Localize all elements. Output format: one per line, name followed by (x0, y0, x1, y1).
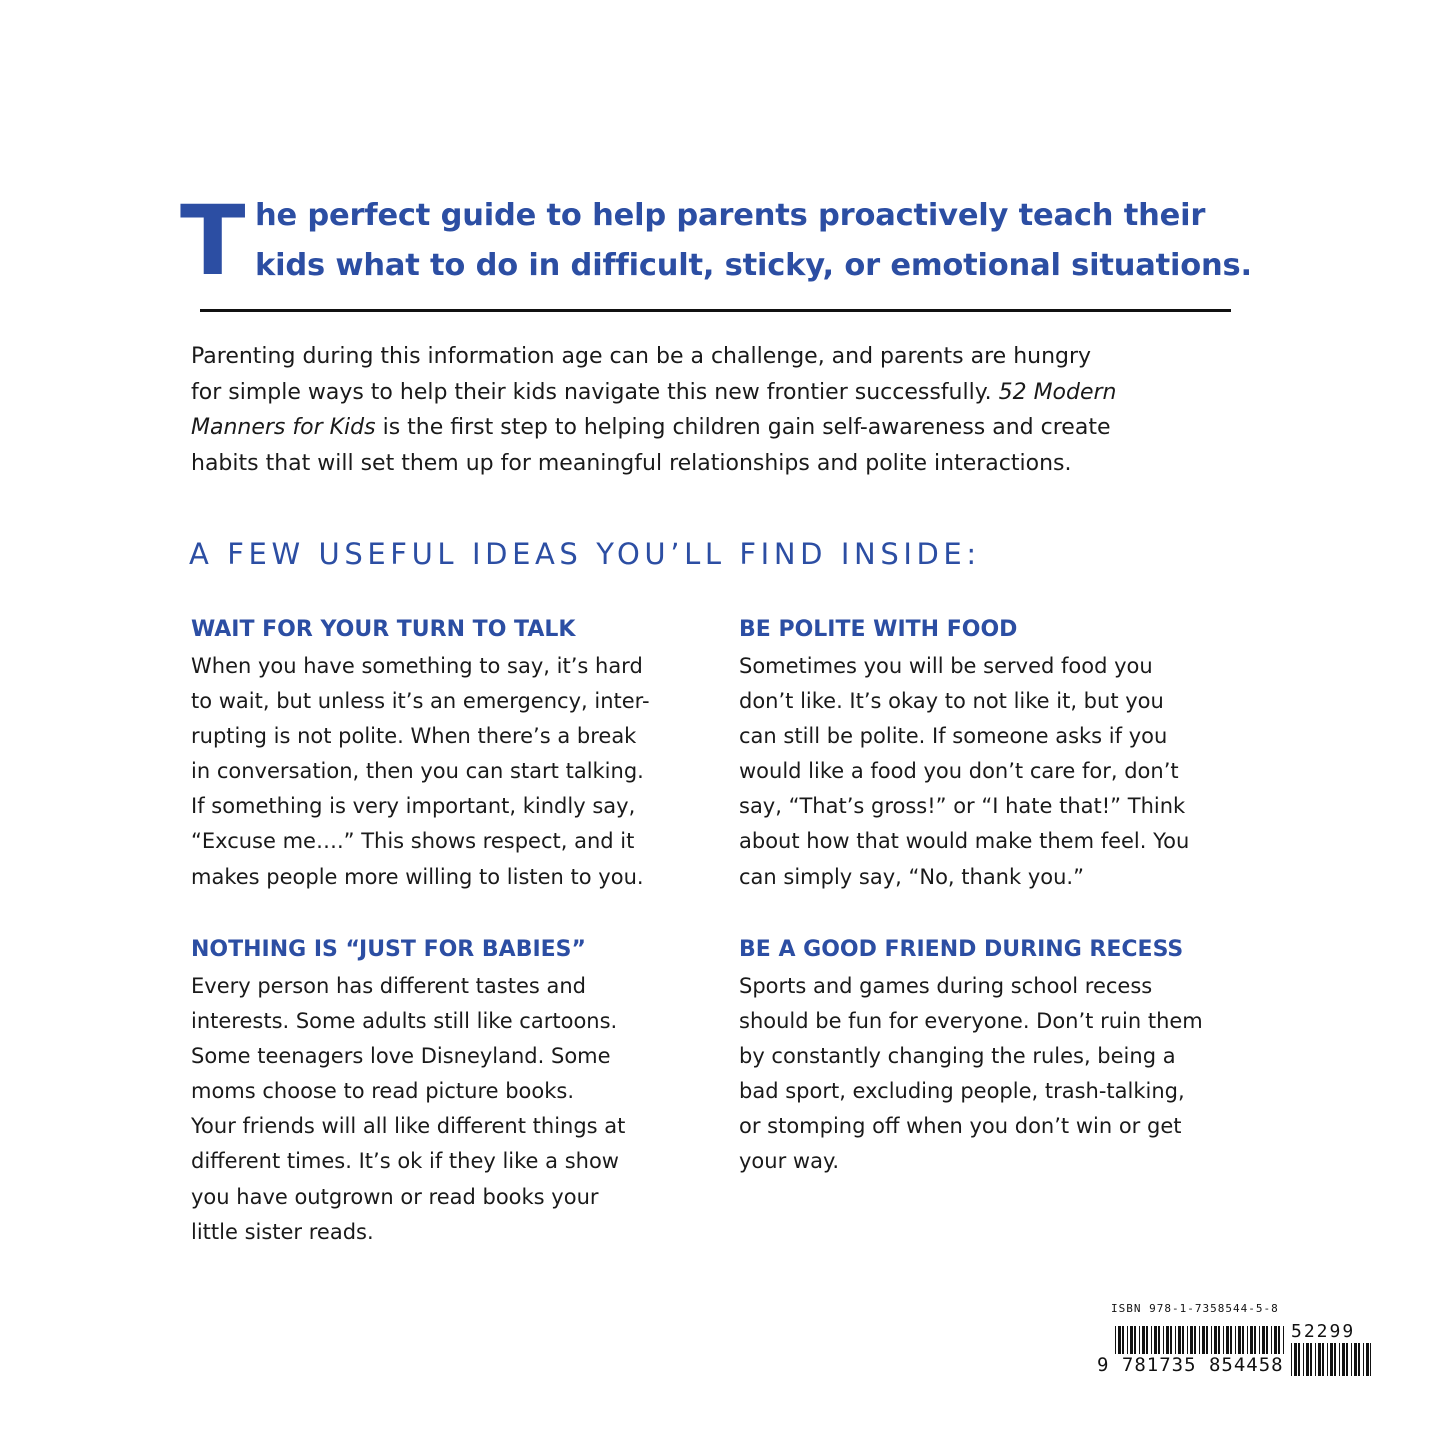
tip-line: or stomping off when you don’t win or get (739, 1114, 1182, 1139)
barcode-bar (1358, 1343, 1360, 1376)
barcode-bar (1306, 1343, 1309, 1376)
tip-body (191, 969, 701, 1250)
headline-line: kids what to do in difficult, sticky, or emotional situations. (255, 248, 1252, 283)
barcode-bar (1310, 1343, 1312, 1376)
tip-line: Your friends will all like different things at (191, 1114, 626, 1139)
intro-line: habits that will set them up for meaningful relationships and polite interactions. (191, 450, 1072, 476)
tip-line: interests. Some adults still like cartoons. (191, 1009, 618, 1034)
tip-line: different times. It’s ok if they like a show (191, 1149, 619, 1174)
barcode-bar (1330, 1343, 1333, 1376)
headline-line: he perfect guide to help parents proactively teach their (255, 198, 1206, 233)
barcode-bar (1366, 1343, 1369, 1376)
tip-line: bad sport, excluding people, trash-talking, (739, 1079, 1185, 1104)
barcode-bar (1363, 1343, 1364, 1376)
divider (200, 309, 1231, 312)
tip-line: “Excuse me….” This shows respect, and it (191, 829, 635, 854)
tip-title: BE A GOOD FRIEND DURING RECESS (739, 937, 1184, 962)
intro-paragraph (191, 339, 1201, 481)
barcode-bar (1370, 1343, 1371, 1376)
tip-line: Sports and games during school recess (739, 974, 1153, 998)
tip-line: If something is very important, kindly say, (191, 794, 636, 819)
tip-line: Sometimes you will be served food you (739, 654, 1153, 678)
intro-line: Parenting during this information age can be a challenge, and parents are hungry (191, 344, 1092, 369)
book-title: Manners for Kids (191, 415, 376, 440)
tip-line: moms choose to read picture books. (191, 1079, 575, 1104)
barcode-bar (1346, 1343, 1348, 1376)
tip-line: to wait, but unless it’s an emergency, inter- (191, 689, 650, 714)
barcode-bar (1351, 1343, 1352, 1376)
tip-line: don’t like. It’s okay to not like it, but you (739, 689, 1164, 714)
tip-line: When you have something to say, it’s hard (191, 654, 643, 678)
barcode-bar (1291, 1343, 1292, 1376)
intro-line (191, 410, 1201, 446)
tip-line: little sister reads. (191, 1219, 374, 1244)
tip-nothing-just-for-babies (191, 933, 701, 1250)
ean-digits: 9 781735 854458 (1097, 1354, 1284, 1376)
tip-body (191, 649, 701, 895)
book-title: 52 Modern (998, 379, 1117, 405)
barcode-bar (1298, 1343, 1300, 1376)
barcode-bar (1322, 1343, 1324, 1376)
barcode-bar (1327, 1343, 1328, 1376)
tip-line: can still be polite. If someone asks if you (739, 724, 1168, 749)
isbn-number: ISBN 978-1-7358544-5-8 (1111, 1302, 1279, 1315)
barcode-bar (1318, 1343, 1321, 1376)
tip-line: in conversation, then you can start talking. (191, 759, 644, 784)
tip-title: BE POLITE WITH FOOD (739, 617, 1018, 642)
price-addon-digits: 52299 (1291, 1321, 1356, 1342)
tip-line: would like a food you don’t care for, don’t (739, 759, 1179, 784)
tip-good-friend-recess (739, 933, 1249, 1180)
tip-polite-with-food (739, 613, 1249, 895)
barcode-bar (1334, 1343, 1336, 1376)
intro-line (191, 375, 1201, 411)
tip-line: makes people more willing to listen to you. (191, 864, 644, 889)
tip-title: NOTHING IS “JUST FOR BABIES” (191, 937, 586, 962)
tip-line: Every person has different tastes and (191, 974, 586, 998)
tip-line: say, “That’s gross!” or “I hate that!” Think (739, 794, 1186, 819)
barcode-bar (1315, 1343, 1316, 1376)
tip-line: Some teenagers love Disneyland. Some (191, 1044, 611, 1069)
intro-text: is the first step to helping children gain self-awareness and create (375, 415, 1111, 440)
tip-line: you have outgrown or read books your (191, 1184, 599, 1209)
addon-barcode-icon (1291, 1343, 1371, 1376)
barcode-bar (1354, 1343, 1357, 1376)
barcode-bar (1342, 1343, 1345, 1376)
barcode (1095, 1298, 1380, 1388)
drop-cap: T (180, 185, 246, 297)
tip-line: rupting is not polite. When there’s a break (191, 724, 637, 749)
barcode-bar (1339, 1343, 1340, 1376)
tip-line: your way. (739, 1149, 840, 1174)
section-heading: A FEW USEFUL IDEAS YOU’LL FIND INSIDE: (189, 537, 981, 571)
barcode-bar (1294, 1343, 1297, 1376)
tip-line: should be fun for everyone. Don’t ruin them (739, 1009, 1203, 1034)
tip-body (739, 649, 1249, 895)
tip-wait-for-turn (191, 613, 701, 895)
tip-line: about how that would make them feel. You (739, 829, 1190, 854)
barcode-bar (1303, 1343, 1304, 1376)
intro-text: for simple ways to help their kids navigate this new frontier successfully. (191, 379, 999, 405)
tip-line: can simply say, “No, thank you.” (739, 864, 1084, 889)
tip-body (739, 969, 1249, 1180)
tip-line: by constantly changing the rules, being a (739, 1044, 1176, 1069)
tip-title: WAIT FOR YOUR TURN TO TALK (191, 617, 576, 642)
